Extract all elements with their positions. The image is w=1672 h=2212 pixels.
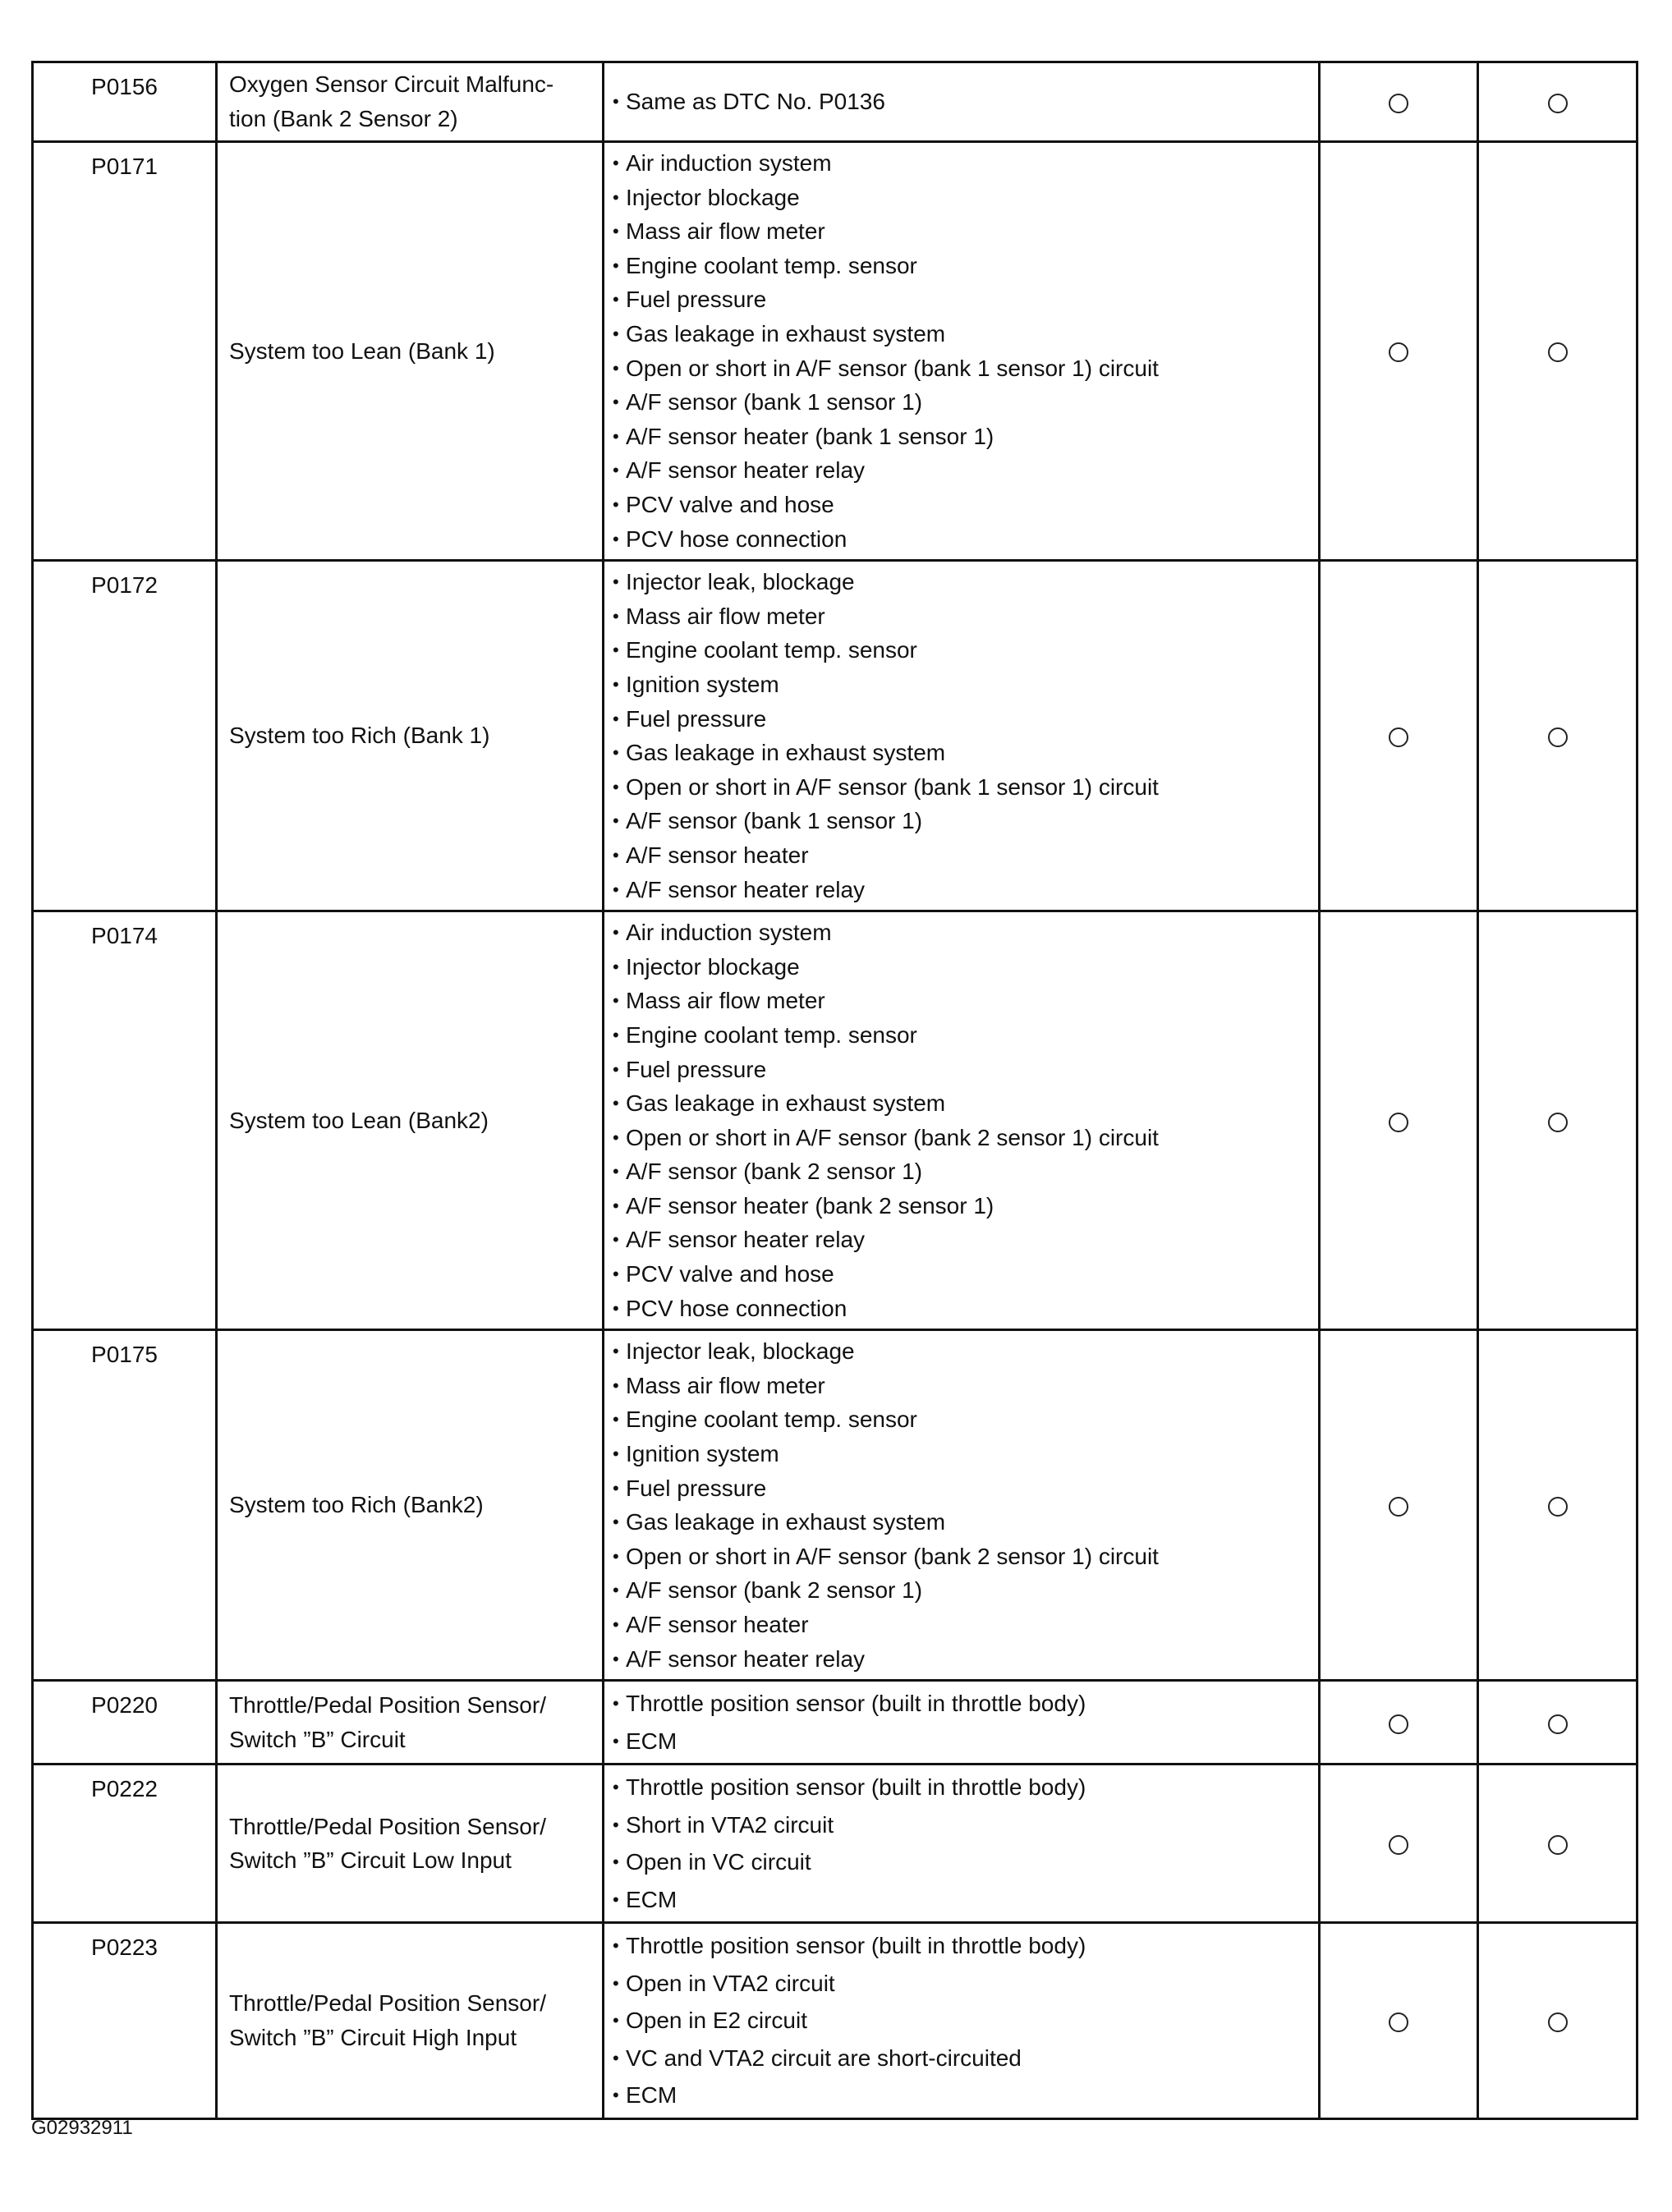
open-circle-icon (1389, 727, 1408, 747)
list-item: • VC and VTA2 circuit are short-circuited (613, 2040, 1318, 2077)
list-item: • Injector blockage (613, 181, 1318, 215)
list-item: • Gas leakage in exhaust system (613, 317, 1318, 351)
open-circle-icon (1389, 1835, 1408, 1855)
trouble-area-list (613, 1927, 1318, 2114)
list-item: • A/F sensor heater relay (613, 453, 1318, 488)
list-item: • Gas leakage in exhaust system (613, 1086, 1318, 1121)
dtc-table (31, 61, 1638, 2120)
mark-cell (1320, 1330, 1478, 1681)
mark-cell (1320, 561, 1478, 911)
trouble-area-list (613, 565, 1318, 906)
detection-item (217, 561, 604, 911)
table-row (33, 1681, 1638, 1765)
detection-item (217, 1330, 604, 1681)
list-item: • Gas leakage in exhaust system (613, 1505, 1318, 1540)
list-item: • ECM (613, 1723, 1318, 1760)
mark-cell (1320, 1681, 1478, 1765)
mark-cell (1478, 561, 1638, 911)
dtc-code: P0171 (33, 142, 217, 561)
mark-cell (1320, 62, 1478, 142)
detection-text: System too Rich (Bank 1) (229, 723, 490, 749)
list-item: • Engine coolant temp. sensor (613, 249, 1318, 283)
open-circle-icon (1389, 2012, 1408, 2032)
list-item: • Engine coolant temp. sensor (613, 1018, 1318, 1053)
trouble-area-list (613, 146, 1318, 556)
list-item: • ECM (613, 2077, 1318, 2114)
table-row (33, 561, 1638, 911)
list-item: • Open or short in A/F sensor (bank 2 sensor 1) circuit (613, 1540, 1318, 1574)
detection-item (217, 911, 604, 1330)
open-circle-icon (1548, 1835, 1568, 1855)
mark-cell (1478, 142, 1638, 561)
open-circle-icon (1548, 1113, 1568, 1132)
list-item: • Throttle position sensor (built in throttle body) (613, 1685, 1318, 1723)
list-item: • A/F sensor heater (bank 1 sensor 1) (613, 420, 1318, 454)
open-circle-icon (1389, 1714, 1408, 1734)
trouble-areas (604, 1330, 1320, 1681)
table-row (33, 1923, 1638, 2119)
dtc-code: P0222 (33, 1765, 217, 1923)
table-row (33, 1765, 1638, 1923)
list-item: • A/F sensor (bank 2 sensor 1) (613, 1573, 1318, 1608)
list-item: • A/F sensor (bank 1 sensor 1) (613, 385, 1318, 420)
list-item: • PCV valve and hose (613, 488, 1318, 522)
dtc-code: P0220 (33, 1681, 217, 1765)
mark-cell (1478, 62, 1638, 142)
trouble-area-list (613, 85, 1318, 119)
mark-cell (1478, 1765, 1638, 1923)
open-circle-icon (1389, 1497, 1408, 1517)
detection-text: Throttle/Pedal Position Sensor/ Switch ”B” Circuit Low Input (229, 1813, 546, 1874)
list-item: • Engine coolant temp. sensor (613, 1402, 1318, 1437)
dtc-code: P0172 (33, 561, 217, 911)
list-item: • Air induction system (613, 916, 1318, 950)
list-item: • Ignition system (613, 668, 1318, 702)
list-item: • Engine coolant temp. sensor (613, 633, 1318, 668)
list-item: • Injector blockage (613, 950, 1318, 984)
mark-cell (1478, 1923, 1638, 2119)
figure-id: G02932911 (31, 2117, 133, 2139)
list-item: • Mass air flow meter (613, 1369, 1318, 1403)
trouble-area-list (613, 1769, 1318, 1918)
detection-text: System too Rich (Bank2) (229, 1492, 484, 1518)
detection-item (217, 1681, 604, 1765)
mark-cell (1320, 142, 1478, 561)
list-item: • PCV hose connection (613, 522, 1318, 557)
list-item: • Fuel pressure (613, 282, 1318, 317)
list-item: • ECM (613, 1881, 1318, 1919)
list-item: • Fuel pressure (613, 702, 1318, 737)
list-item: • Injector leak, blockage (613, 1334, 1318, 1369)
trouble-areas (604, 1681, 1320, 1765)
trouble-areas (604, 911, 1320, 1330)
open-circle-icon (1548, 342, 1568, 362)
open-circle-icon (1548, 2012, 1568, 2032)
detection-text: Oxygen Sensor Circuit Malfunc- tion (Bank 2 Sensor 2) (229, 71, 554, 131)
dtc-code: P0223 (33, 1923, 217, 2119)
trouble-area-list (613, 1334, 1318, 1676)
dtc-code: P0156 (33, 62, 217, 142)
detection-item (217, 142, 604, 561)
list-item: • Mass air flow meter (613, 599, 1318, 634)
detection-item (217, 62, 604, 142)
open-circle-icon (1389, 1113, 1408, 1132)
list-item: • Open or short in A/F sensor (bank 1 sensor 1) circuit (613, 351, 1318, 386)
mark-cell (1478, 1681, 1638, 1765)
list-item: • A/F sensor heater relay (613, 1223, 1318, 1257)
mark-cell (1320, 1765, 1478, 1923)
mark-cell (1478, 1330, 1638, 1681)
detection-item (217, 1923, 604, 2119)
trouble-areas (604, 1923, 1320, 2119)
detection-text: Throttle/Pedal Position Sensor/ Switch ”B” Circuit (229, 1692, 546, 1752)
list-item: • Injector leak, blockage (613, 565, 1318, 599)
list-item: • Short in VTA2 circuit (613, 1806, 1318, 1844)
list-item: • Air induction system (613, 146, 1318, 181)
mark-cell (1320, 1923, 1478, 2119)
open-circle-icon (1548, 1714, 1568, 1734)
list-item: • Same as DTC No. P0136 (613, 85, 1318, 119)
list-item: • A/F sensor heater (bank 2 sensor 1) (613, 1189, 1318, 1223)
list-item: • Mass air flow meter (613, 984, 1318, 1018)
list-item: • A/F sensor heater relay (613, 1642, 1318, 1677)
trouble-areas (604, 142, 1320, 561)
list-item: • Fuel pressure (613, 1471, 1318, 1506)
list-item: • Ignition system (613, 1437, 1318, 1471)
list-item: • Open in E2 circuit (613, 2002, 1318, 2040)
list-item: • PCV hose connection (613, 1292, 1318, 1326)
table-row (33, 1330, 1638, 1681)
list-item: • Fuel pressure (613, 1053, 1318, 1087)
list-item: • PCV valve and hose (613, 1257, 1318, 1292)
detection-item (217, 1765, 604, 1923)
detection-text: System too Lean (Bank 1) (229, 337, 495, 364)
trouble-areas (604, 561, 1320, 911)
table-row (33, 62, 1638, 142)
open-circle-icon (1548, 727, 1568, 747)
list-item: • Open or short in A/F sensor (bank 1 sensor 1) circuit (613, 770, 1318, 805)
list-item: • Open in VTA2 circuit (613, 1965, 1318, 2003)
dtc-code: P0175 (33, 1330, 217, 1681)
list-item: • A/F sensor heater relay (613, 873, 1318, 907)
list-item: • A/F sensor (bank 1 sensor 1) (613, 804, 1318, 838)
trouble-area-list (613, 1685, 1318, 1760)
trouble-area-list (613, 916, 1318, 1325)
mark-cell (1320, 911, 1478, 1330)
list-item: • Throttle position sensor (built in throttle body) (613, 1927, 1318, 1965)
trouble-areas (604, 62, 1320, 142)
list-item: • A/F sensor heater (613, 1608, 1318, 1642)
mark-cell (1478, 911, 1638, 1330)
detection-text: System too Lean (Bank2) (229, 1107, 489, 1133)
list-item: • A/F sensor (bank 2 sensor 1) (613, 1154, 1318, 1189)
list-item: • Gas leakage in exhaust system (613, 736, 1318, 770)
list-item: • Open or short in A/F sensor (bank 2 sensor 1) circuit (613, 1121, 1318, 1155)
dtc-code: P0174 (33, 911, 217, 1330)
list-item: • A/F sensor heater (613, 838, 1318, 873)
open-circle-icon (1548, 1497, 1568, 1517)
list-item: • Open in VC circuit (613, 1843, 1318, 1881)
list-item: • Throttle position sensor (built in throttle body) (613, 1769, 1318, 1806)
list-item: • Mass air flow meter (613, 214, 1318, 249)
table-row (33, 911, 1638, 1330)
table-row (33, 142, 1638, 561)
detection-text: Throttle/Pedal Position Sensor/ Switch ”B” Circuit High Input (229, 1990, 546, 2050)
open-circle-icon (1548, 94, 1568, 113)
open-circle-icon (1389, 342, 1408, 362)
open-circle-icon (1389, 94, 1408, 113)
trouble-areas (604, 1765, 1320, 1923)
